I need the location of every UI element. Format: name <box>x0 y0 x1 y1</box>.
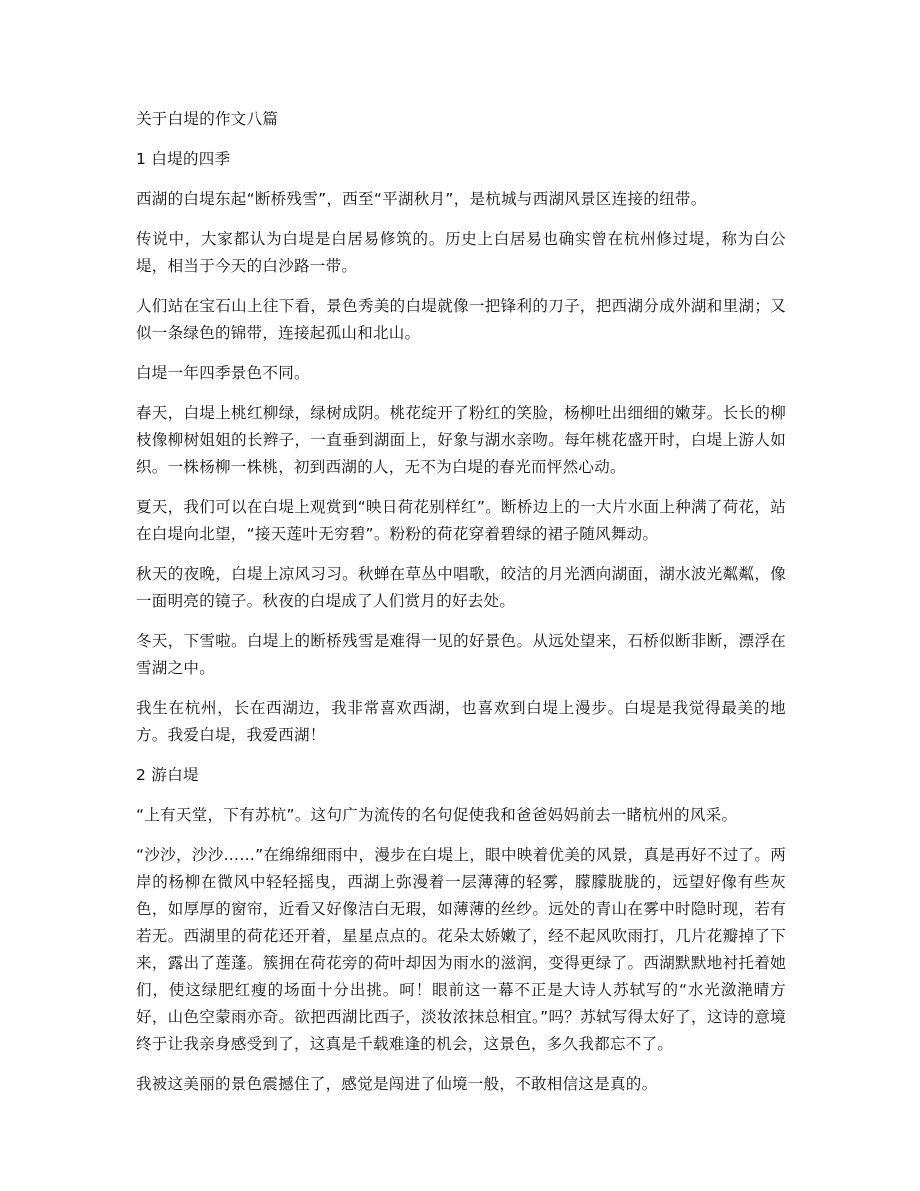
section-heading: 1 白堤的四季 <box>136 150 231 168</box>
paragraph: 白堤一年四季景色不同。 <box>136 364 310 382</box>
section-heading: 2 游白堤 <box>136 766 199 784</box>
paragraph: 夏天，我们可以在白堤上观赏到“映日荷花别样红”。断桥边上的一大片水面上种满了荷花，站在白堤向北望，“接天莲叶无穷碧”。粉粉的荷花穿着碧绿的裙子随风舞动。 <box>136 498 786 543</box>
paragraph: “沙沙，沙沙……”在绵绵细雨中，漫步在白堤上，眼中映着优美的风景，真是再好不过了。两岸的杨柳在微风中轻轻摇曳，西湖上弥漫着一层薄薄的轻雾，朦朦胧胧的，远望好像有些灰色，如厚厚的窗帘，近看又好像洁白无瑕，如薄薄的丝纱。远处的青山在雾中时隐时现，若有若无。西湖里的荷花还开着，星星点点的。花朵太娇嫩了，经不起风吹雨打，几片花瓣掉了下来，露出了莲蓬。簇拥在荷花旁的荷叶却因为雨水的滋润，变得更绿了。西湖默默地衬托着她们，使这绿肥红瘦的场面十分出挑。呵！眼前这一幕不正是大诗人苏轼写的“水光潋滟晴方好，山色空蒙雨亦奇。欲把西湖比西子，淡妆浓抹总相宜。”吗？苏轼写得太好了，这诗的意境终于让我亲身感受到了，这真是千载难逢的机会，这景色，多久我都忘不了。 <box>136 846 786 1053</box>
section-1 <box>136 146 786 749</box>
paragraph: 冬天，下雪啦。白堤上的断桥残雪是难得一见的好景色。从远处望来，石桥似断非断，漂浮在雪湖之中。 <box>136 632 786 677</box>
paragraph: “上有天堂，下有苏杭”。这句广为流传的名句促使我和爸爸妈妈前去一睹杭州的风采。 <box>136 806 738 824</box>
section-2 <box>136 762 786 1098</box>
paragraph: 我被这美丽的景色震撼住了，感觉是闯进了仙境一般，不敢相信这是真的。 <box>136 1075 658 1093</box>
paragraph: 人们站在宝石山上往下看，景色秀美的白堤就像一把锋利的刀子，把西湖分成外湖和里湖；又似一条绿色的锦带，连接起孤山和北山。 <box>136 297 786 342</box>
paragraph: 秋天的夜晚，白堤上凉风习习。秋蝉在草丛中唱歌，皎洁的月光洒向湖面，湖水波光粼粼，像一面明亮的镜子。秋夜的白堤成了人们赏月的好去处。 <box>136 565 786 610</box>
document-title: 关于白堤的作文八篇 <box>136 110 279 128</box>
paragraph: 我生在杭州，长在西湖边，我非常喜欢西湖，也喜欢到白堤上漫步。白堤是我觉得最美的地方。我爱白堤，我爱西湖！ <box>136 699 786 744</box>
paragraph: 传说中，大家都认为白堤是白居易修筑的。历史上白居易也确实曾在杭州修过堤，称为白公堤，相当于今天的白沙路一带。 <box>136 230 786 275</box>
document-page <box>136 106 786 1111</box>
paragraph: 春天，白堤上桃红柳绿，绿树成阴。桃花绽开了粉红的笑脸，杨柳吐出细细的嫩芽。长长的柳枝像柳树姐姐的长辫子，一直垂到湖面上，好象与湖水亲吻。每年桃花盛开时，白堤上游人如织。一株杨柳一株桃，初到西湖的人，无不为白堤的春光而怦然心动。 <box>136 404 786 476</box>
paragraph: 西湖的白堤东起“断桥残雪”，西至“平湖秋月”，是杭城与西湖风景区连接的纽带。 <box>136 190 707 208</box>
